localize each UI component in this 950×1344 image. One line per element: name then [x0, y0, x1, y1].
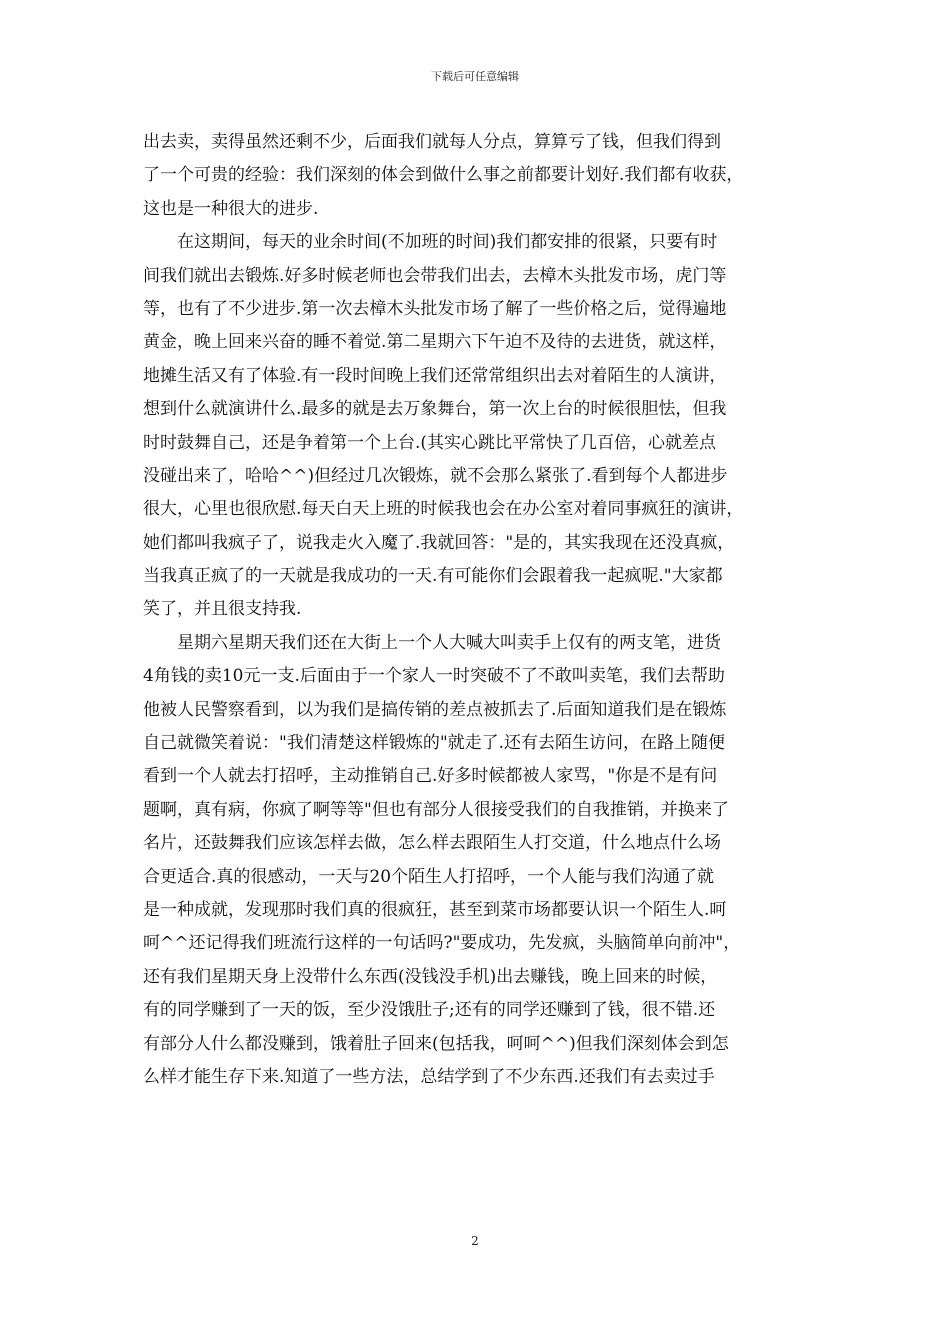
text-line: 想到什么就演讲什么.最多的就是去万象舞台，第一次上台的时候很胆怯，但我 — [143, 399, 727, 420]
text-line: 她们都叫我疯子了，说我走火入魔了.我就回答："是的，其实我现在还没真疯， — [143, 532, 735, 553]
text-line: 等，也有了不少进步.第一次去樟木头批发市场了解了一些价格之后，觉得遍地 — [143, 298, 727, 319]
text-line: 名片，还鼓舞我们应该怎样去做，怎么样去跟陌生人打交道，什么地点什么场 — [143, 833, 721, 854]
text-line: 4角钱的卖10元一支.后面由于一个家人一时突破不了不敢叫卖笔，我们去帮助 — [143, 666, 725, 687]
text-line: 星期六星期天我们还在大街上一个人大喊大叫卖手上仅有的两支笔，进货 — [177, 632, 721, 653]
text-line: 出去卖，卖得虽然还剩不少，后面我们就每人分点，算算亏了钱，但我们得到 — [143, 132, 721, 152]
text-line: 笑了，并且很支持我. — [143, 599, 302, 620]
text-line: 间我们就出去锻炼.好多时候老师也会带我们出去，去樟木头批发市场，虎门等 — [143, 265, 727, 286]
text-line: 是一种成就，发现那时我们真的很疯狂，甚至到菜市场都要认识一个陌生人.呵 — [143, 899, 727, 920]
text-line: 地摊生活又有了体验.有一段时间晚上我们还常常组织出去对着陌生的人演讲， — [143, 365, 727, 386]
text-line: 么样才能生存下来.知道了一些方法，总结学到了不少东西.还我们有去卖过手 — [143, 1066, 715, 1087]
text-line: 当我真正疯了的一天就是我成功的一天.有可能你们会跟着我一起疯呢."大家都 — [143, 566, 723, 587]
text-line: 他被人民警察看到，以为我们是搞传销的差点被抓去了.后面知道我们是在锻炼 — [143, 699, 727, 720]
text-line: 有部分人什么都没赚到，饿着肚子回来(包括我，呵呵^^)但我们深刻体会到怎 — [143, 1033, 729, 1054]
text-line: 看到一个人就去打招呼，主动推销自己.好多时候都被人家骂，"你是不是有问 — [143, 766, 718, 787]
text-line: 黄金，晚上回来兴奋的睡不着觉.第二星期六下午迫不及待的去进货，就这样， — [143, 332, 727, 353]
page-header: 下载后可任意编辑 — [431, 70, 519, 83]
text-line: 题啊，真有病，你疯了啊等等"但也有部分人很接受我们的自我推销，并换来了 — [143, 799, 729, 820]
text-line: 很大，心里也很欣慰.每天白天上班的时候我也会在办公室对着同事疯狂的演讲， — [143, 499, 744, 520]
document-body — [143, 126, 815, 1094]
text-line: 这也是一种很大的进步. — [143, 198, 319, 219]
text-line: 合更适合.真的很感动，一天与20个陌生人打招呼，一个人能与我们沟通了就 — [143, 866, 715, 887]
text-line: 呵^^还记得我们班流行这样的一句话吗?"要成功，先发疯，头脑简单向前冲"， — [143, 933, 741, 954]
text-line: 还有我们星期天身上没带什么东西(没钱没手机)出去赚钱，晚上回来的时候， — [143, 966, 718, 987]
page-number: 2 — [471, 1234, 479, 1248]
text-line: 自己就微笑着说："我们清楚这样锻炼的"就走了.还有去陌生访问，在路上随便 — [143, 733, 726, 754]
text-line: 时时鼓舞自己，还是争着第一个上台.(其实心跳比平常快了几百倍，心就差点 — [143, 432, 717, 453]
text-line: 没碰出来了，哈哈^^)但经过几次锻炼，就不会那么紧张了.看到每个人都进步 — [143, 465, 728, 486]
text-line: 有的同学赚到了一天的饭，至少没饿肚子;还有的同学还赚到了钱，很不错.还 — [143, 1000, 716, 1021]
text-line: 在这期间，每天的业余时间(不加班的时间)我们都安排的很紧，只要有时 — [177, 232, 718, 253]
text-line: 了一个可贵的经验：我们深刻的体会到做什么事之前都要计划好.我们都有收获， — [143, 165, 744, 186]
